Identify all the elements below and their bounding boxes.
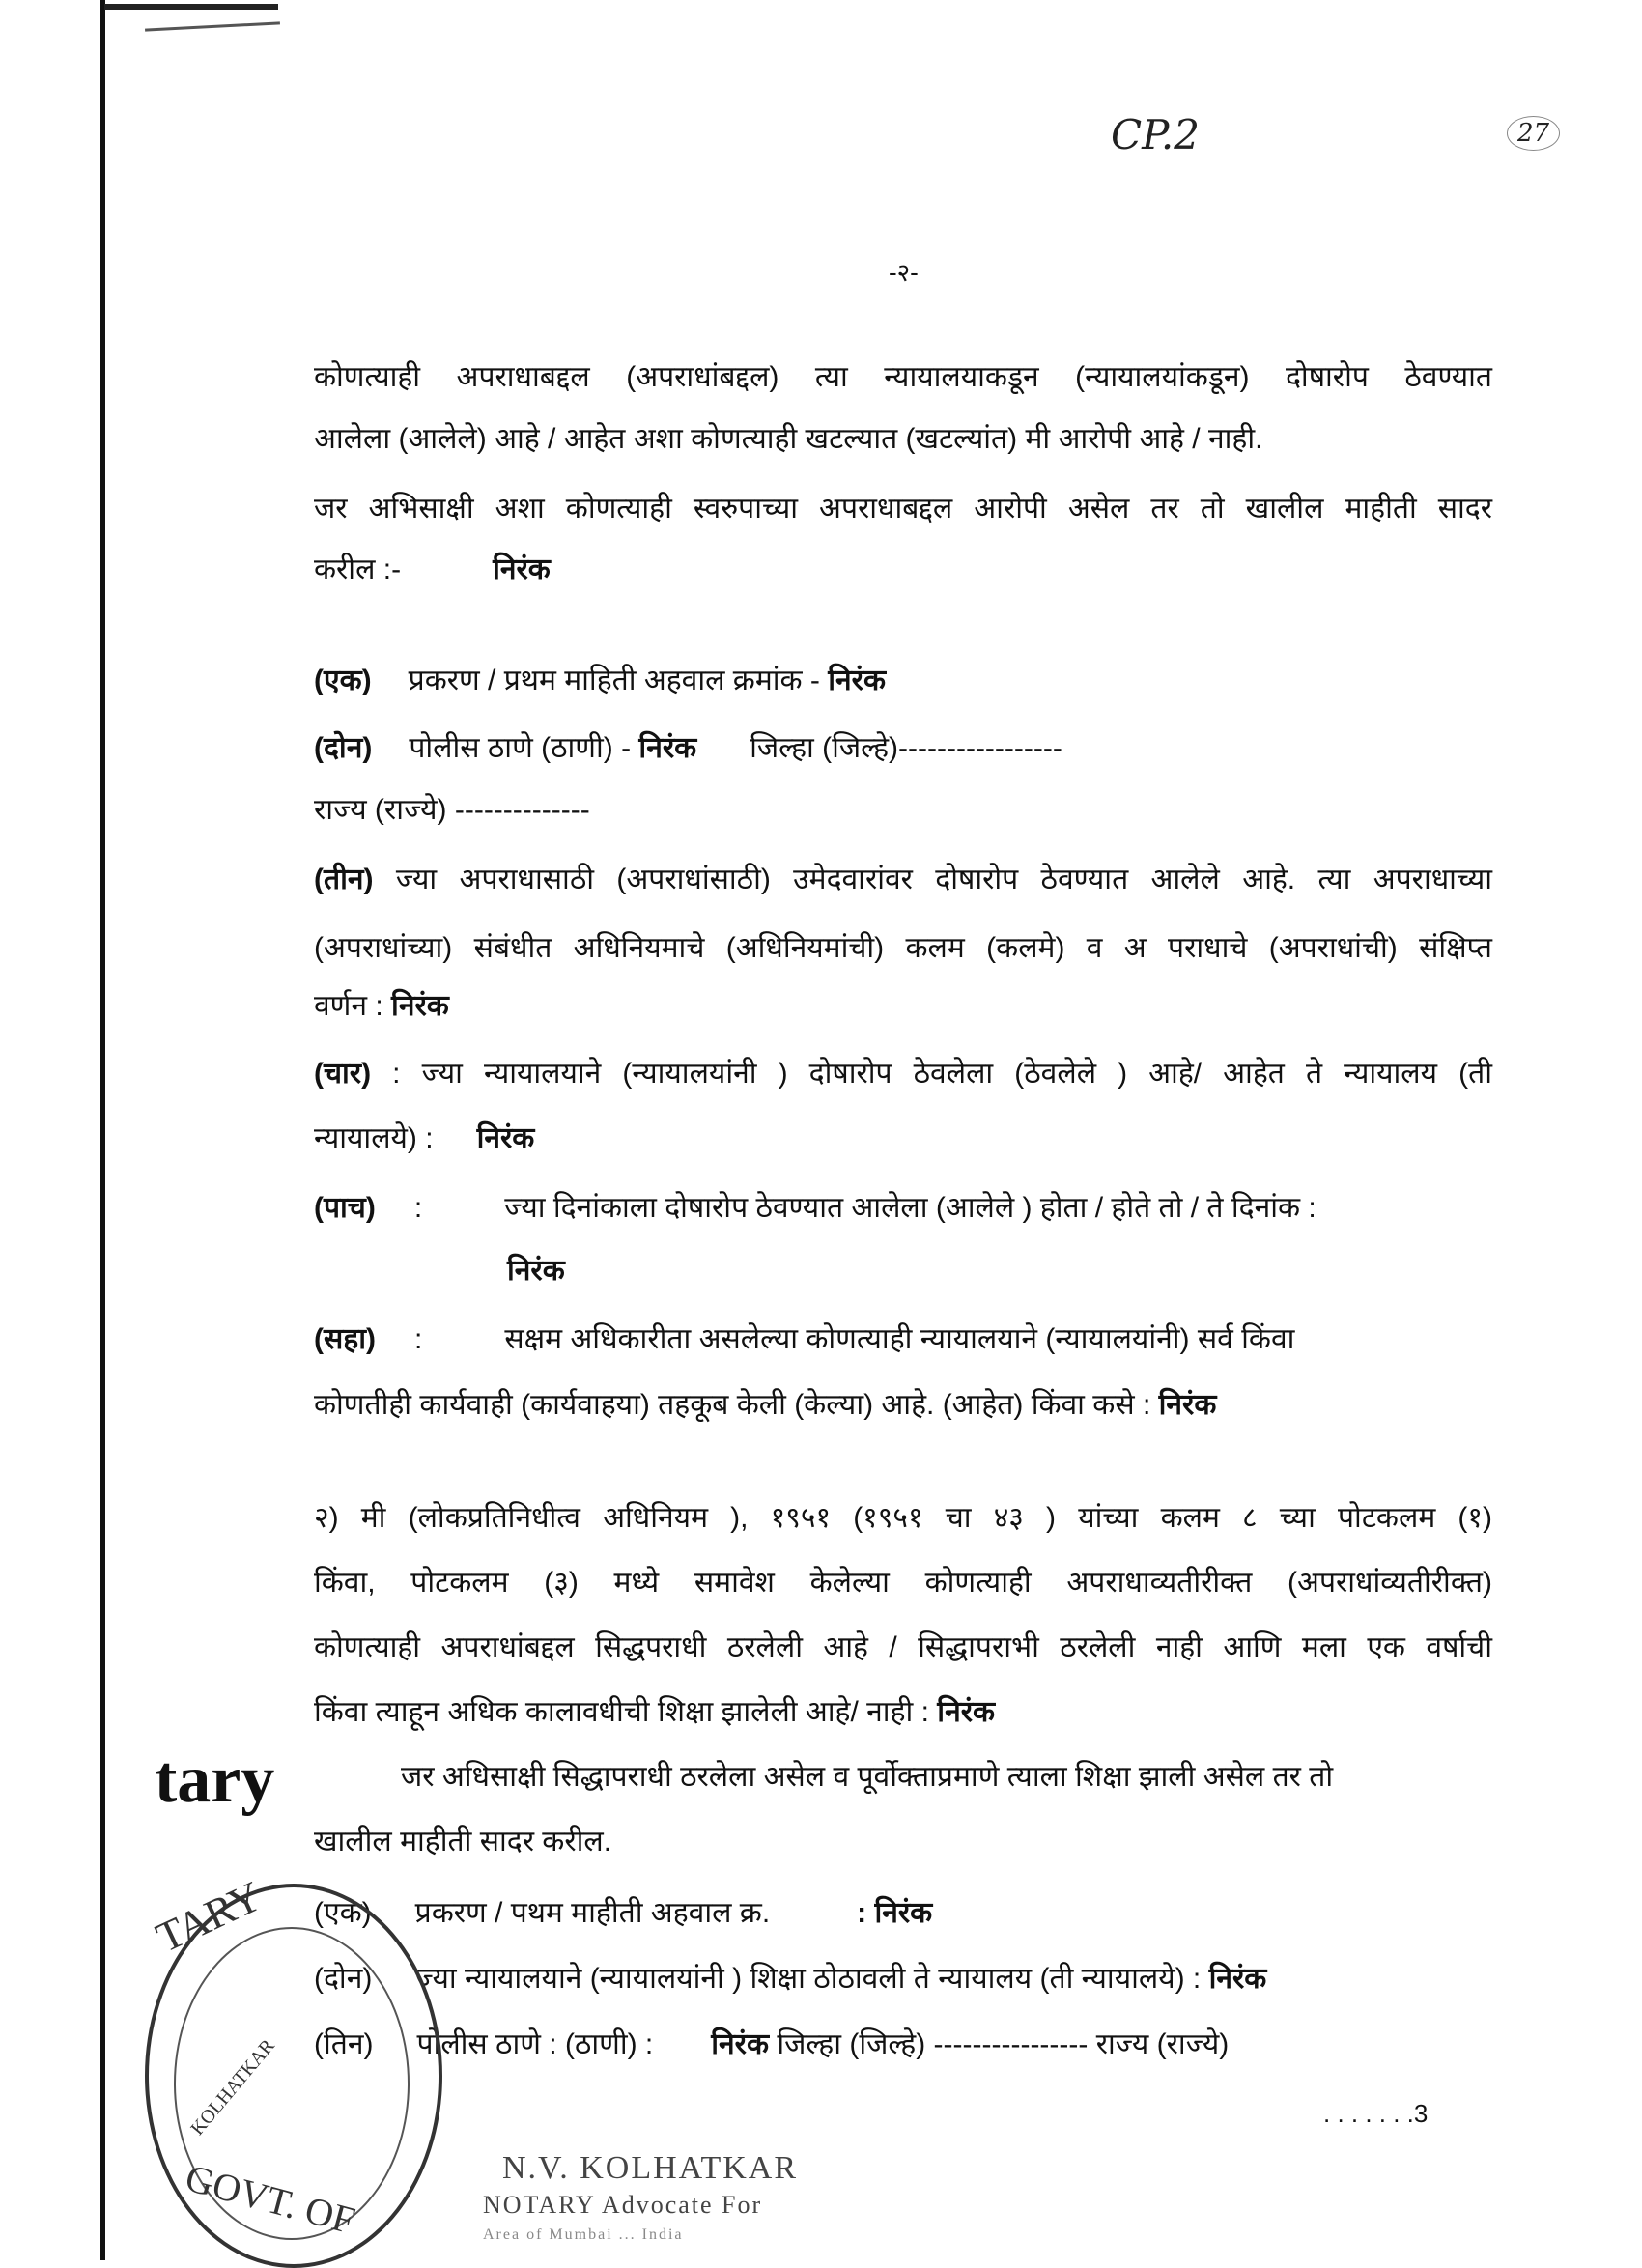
signatory-area: Area of Mumbai ... India [483,2226,684,2243]
value-nil: निरंक [1208,1963,1267,1995]
intro-line: आलेला (आलेले) आहे / आहेत अशा कोणत्याही खटल्यात (खटल्यांत) मी आरोपी आहे / नाही. [314,423,1263,455]
item-label: (पाच) [314,1192,376,1224]
item-text: पोलीस ठाणे : (ठाणी) : [416,2028,654,2060]
value-nil: निरंक [711,2028,769,2060]
item-label: (चार) [314,1058,372,1090]
item-char-final [314,1120,1492,1158]
item-teen [314,861,1492,899]
value-nil: : निरंक [857,1897,933,1929]
notary-stamp-text: tary [155,1743,275,1817]
page-number: -२- [889,258,919,287]
stamp-ring-text: TARY [149,1872,269,1962]
section2-line: किंवा, पोटकलम (३) मध्ये समावेश केलेल्या कोणत्याही अपराधाव्यतीरीक्त (अपराधांव्यतीरीक्त) [314,1567,1492,1599]
item-label: (तिन) [314,2028,374,2060]
item-text: प्रकरण / पथम माहीती अहवाल क्र. [414,1897,771,1929]
intro-line: जर अभिसाक्षी अशा कोणत्याही स्वरुपाच्या अपराधाबद्दल आरोपी असेल तर तो खालील माहीती सादर [314,493,1492,524]
value-nil: निरंक [493,553,551,585]
item-label: (दोन) [314,732,373,764]
sub-item-teen [314,2026,1492,2064]
item-pach [314,1189,1492,1228]
state-field: राज्य (राज्ये) -------------- [314,794,590,826]
item-text: कोणतीही कार्यवाही (कार्यवाहया) तहकूब केली (केल्या) आहे. (आहेत) किंवा कसे : [314,1389,1151,1421]
scan-top-mark [104,4,278,10]
sub-item-don [314,1960,1492,1999]
value-nil: निरंक [507,1255,565,1287]
item-don [314,729,1492,768]
scan-left-edge [100,0,105,2260]
section2-line: किंवा त्याहून अधिक कालावधीची शिक्षा झालेली आहे/ नाही : [314,1696,929,1728]
colon: : [413,1323,423,1355]
handwritten-reference: CP.2 [1111,111,1200,158]
intro-line-final [314,551,1492,589]
item-label: (एक) [314,1897,372,1929]
continued-page-marker: . . . . . . .3 [1323,2099,1429,2128]
section2-line: २) मी (लोकप्रतिनिधीत्व अधिनियम ), १९५१ (१९५१ चा ४३ ) यांच्या कलम ८ च्या पोटकलम (१) [314,1502,1492,1534]
section2-line-final [314,1693,1492,1732]
colon: : [413,1192,423,1224]
scan-top-mark [145,21,280,31]
sub-item-ek [314,1894,1492,1933]
item-text: ज्या न्यायालयाने (न्यायालयांनी ) शिक्षा ठोठावली ते न्यायालय (ती न्यायालये) : [415,1963,1202,1995]
item-saha-final [314,1386,1492,1425]
item-text: (अपराधांच्या) संबंधीत अधिनियमाचे (अधिनियमांची) कलम (कलमे) व अ पराधाचे (अपराधांची) संक्षिप्त [314,932,1492,964]
section2-line: खालील माहीती सादर करील. [314,1826,612,1857]
item-text: सक्षम अधिकारीता असलेल्या कोणत्याही न्यायालयाने (न्यायालयांनी) सर्व किंवा [504,1323,1295,1355]
item-text: ज्या दिनांकाला दोषारोप ठेवण्यात आलेला (आलेले ) होता / होते तो / ते दिनांक : [504,1192,1316,1224]
intro-line: करील :- [314,553,402,585]
item-label: (एक) [314,665,372,696]
section2-line: जर अधिसाक्षी सिद्धापराधी ठरलेला असेल व पूर्वोक्ताप्रमाणे त्याला शिक्षा झाली असेल तर तो [401,1761,1334,1793]
value-nil: निरंक [638,732,697,764]
signatory-title: NOTARY Advocate For [483,2191,763,2219]
stamp-name-text: KOLHATKAR [186,2035,279,2140]
value-nil: निरंक [391,990,449,1022]
item-text: प्रकरण / प्रथम माहिती अहवाल क्रमांक - [408,665,820,696]
item-text: : ज्या न्यायालयाने (न्यायालयांनी ) दोषारोप ठेवलेला (ठेवलेले ) आहे/ आहेत ते न्यायालय (ती [392,1058,1492,1090]
value-nil: निरंक [1158,1389,1217,1421]
item-text: वर्णन : [314,990,383,1022]
item-label: (सहा) [314,1323,376,1355]
item-char [314,1055,1492,1093]
value-nil: निरंक [937,1696,996,1728]
item-pach-value [507,1252,700,1290]
item-label: (दोन) [314,1963,373,1995]
item-text: न्यायालये) : [314,1122,434,1154]
intro-line: कोणत्याही अपराधाबद्दल (अपराधांबद्दल) त्या न्यायालयाकडून (न्यायालयांकडून) दोषारोप ठेवण्यात [314,361,1492,393]
value-nil: निरंक [476,1122,535,1154]
item-ek [314,662,1492,700]
district-field: जिल्हा (जिल्हे)----------------- [750,732,1062,764]
item-text: ज्या अपराधासाठी (अपराधांसाठी) उमेदवारांवर दोषारोप ठेवण्यात आलेले आहे. त्या अपराधाच्या [395,864,1492,895]
section2-line: कोणत्याही अपराधांबद्दल सिद्धपराधी ठरलेली आहे / सिद्धापराभी ठरलेली नाही आणि मला एक वर्षाची [314,1631,1492,1663]
item-text: जिल्हा (जिल्हे) ---------------- राज्य (राज्ये) [777,2028,1230,2060]
item-teen-final [314,987,1492,1026]
handwritten-page-number: 27 [1507,116,1560,151]
item-label: (तीन) [314,864,374,895]
stamp-ring-text: GOVT. OF [181,2155,360,2243]
item-text: पोलीस ठाणे (ठाणी) - [409,732,632,764]
item-saha [314,1320,1492,1359]
value-nil: निरंक [828,665,886,696]
signatory-name: N.V. KOLHATKAR [502,2150,798,2186]
